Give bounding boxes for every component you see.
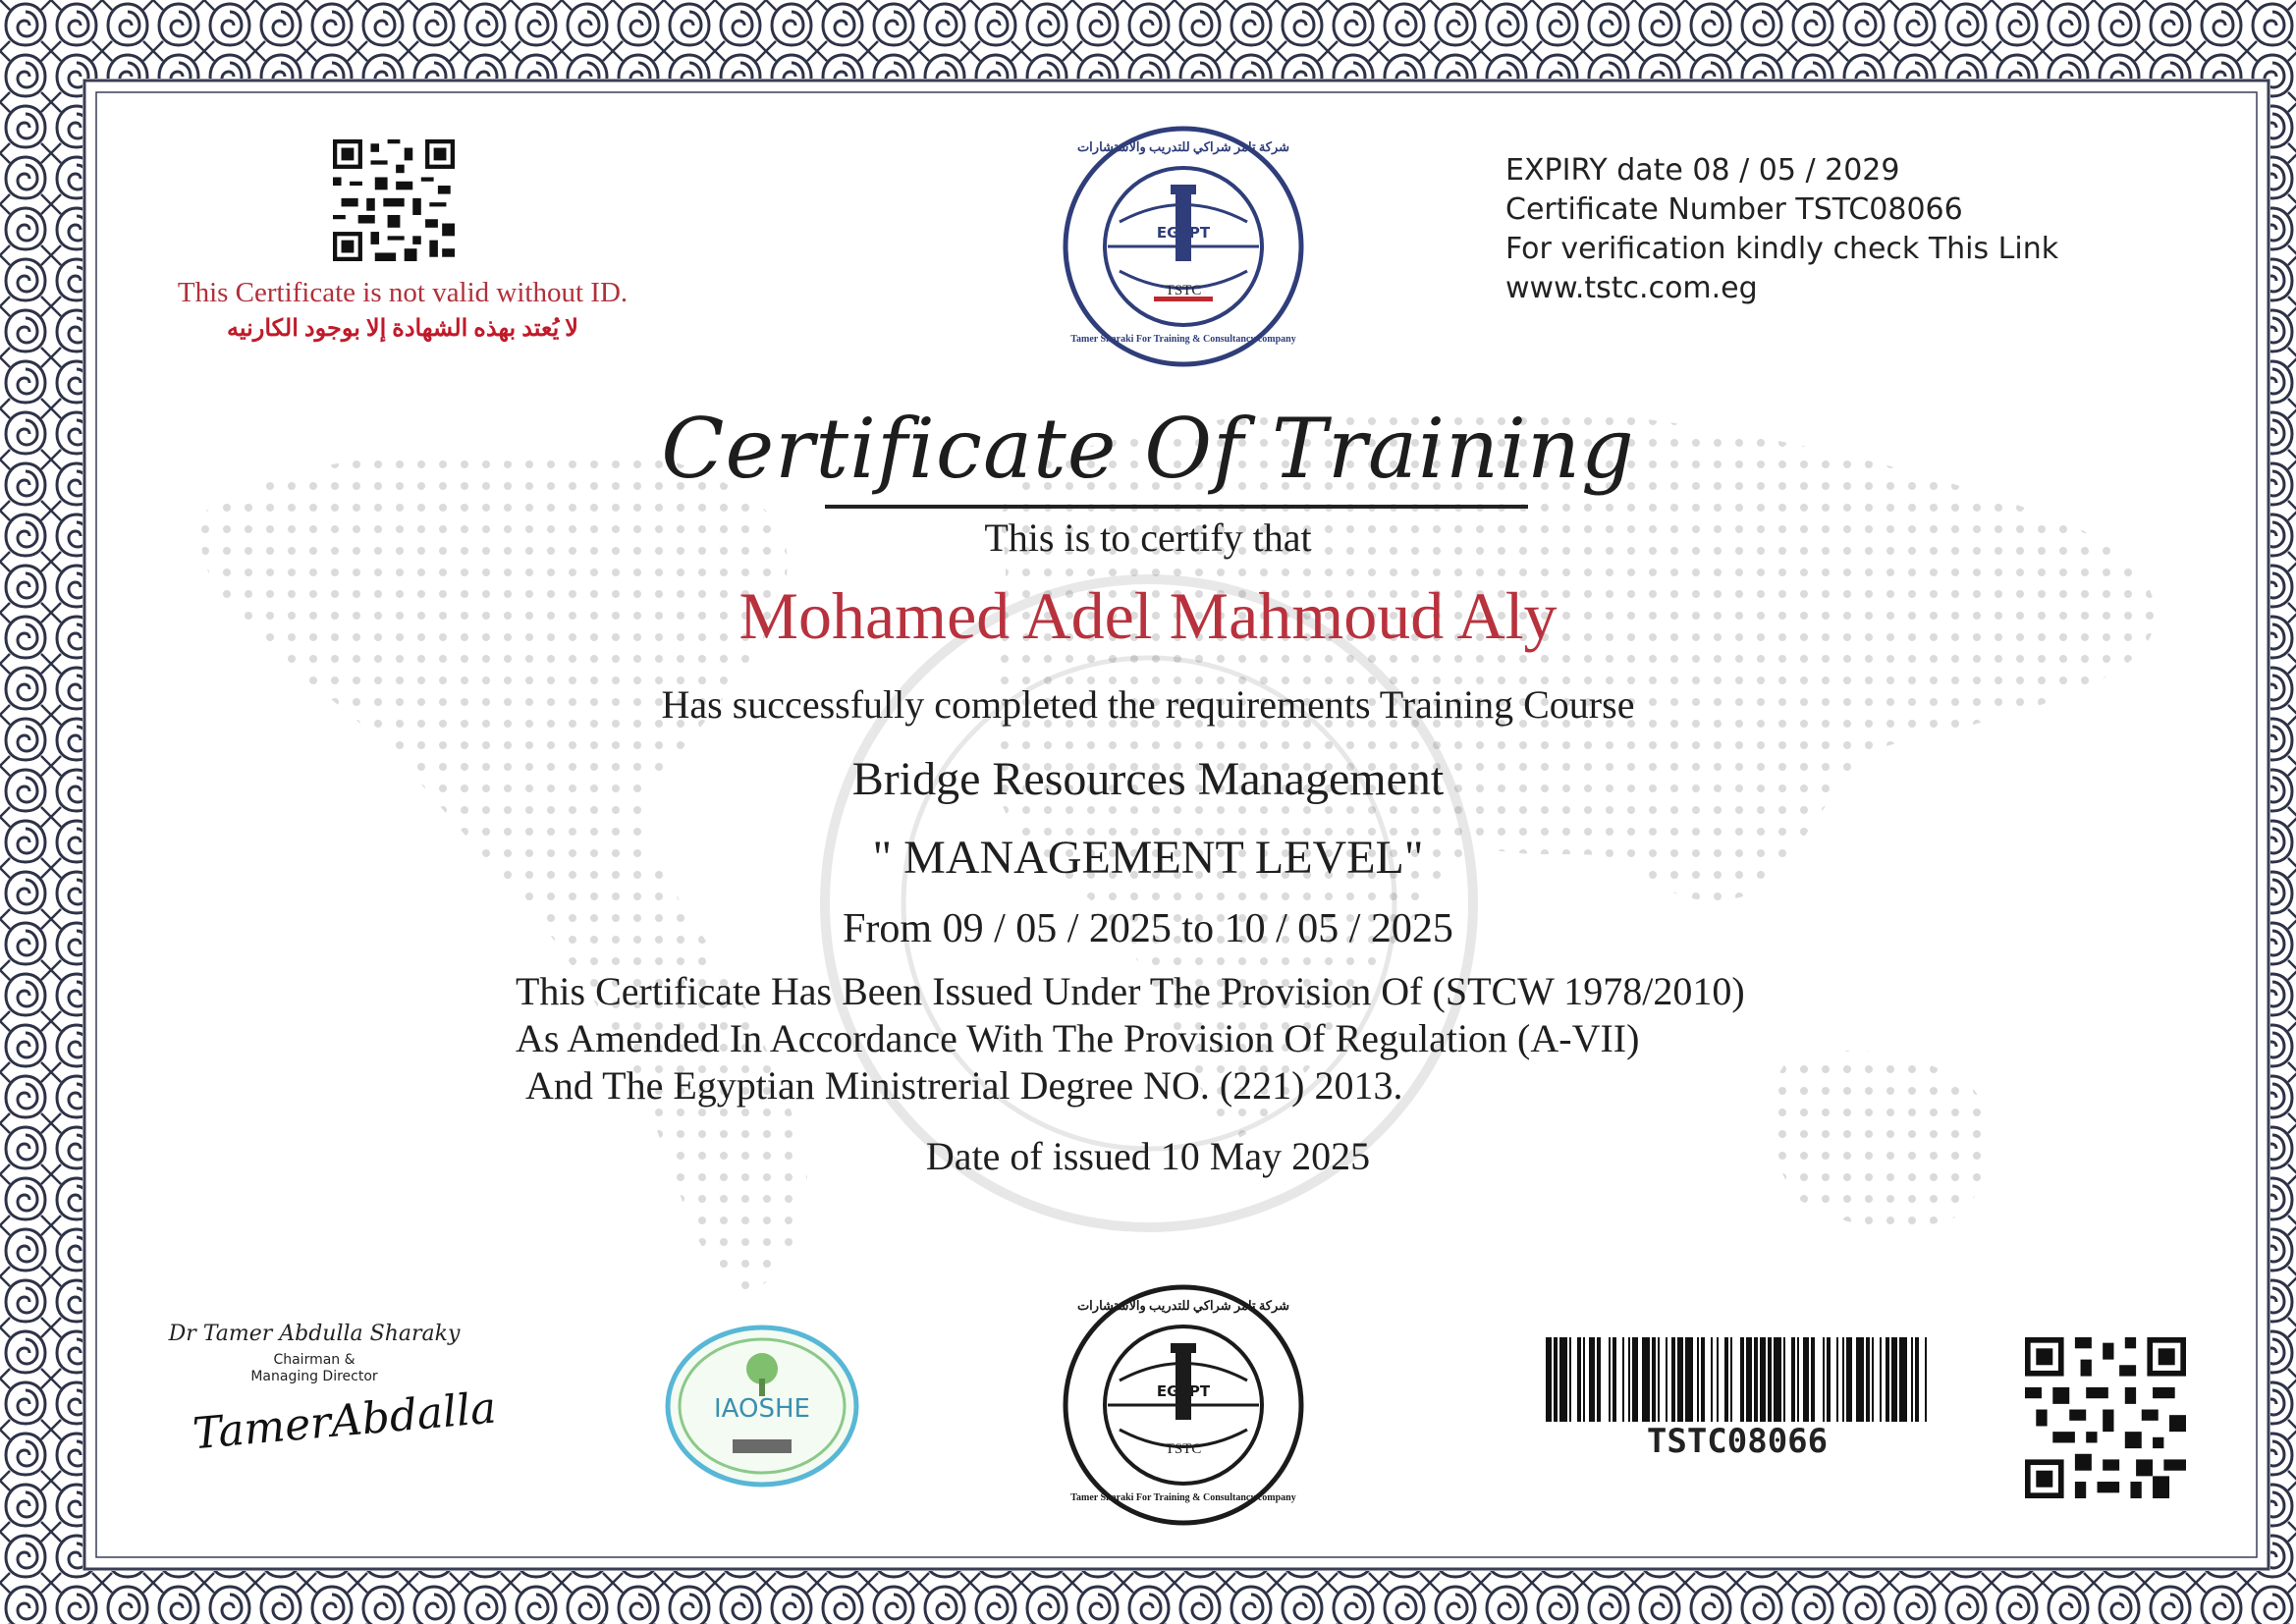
seal-bottom-ring-ar: شركة تامر شراكي للتدريب والاستشارات bbox=[1076, 1298, 1290, 1313]
seal-bottom-country: EGYPT bbox=[1156, 1382, 1211, 1400]
completion-text: Has successfully completed the requirements Training Course bbox=[661, 682, 1635, 727]
signature: TamerAbdalla bbox=[191, 1382, 499, 1460]
iaoshe-badge bbox=[664, 1324, 860, 1489]
signatory-role-2: Managing Director bbox=[250, 1369, 378, 1384]
bottom-qr-code[interactable] bbox=[2025, 1337, 2186, 1498]
iaoshe-label: IAOSHE bbox=[714, 1394, 810, 1424]
seal-ring-en: Tamer Sharaki For Training & Consultancy company bbox=[1070, 334, 1296, 345]
verification-link[interactable]: www.tstc.com.eg bbox=[1505, 271, 1758, 305]
issue-date: Date of issued 10 May 2025 bbox=[925, 1134, 1371, 1178]
barcode-text: TSTC08066 bbox=[1646, 1422, 1829, 1461]
certificate-number: Certificate Number TSTC08066 bbox=[1505, 192, 1963, 227]
expiry-date: EXPIRY date 08 / 05 / 2029 bbox=[1505, 153, 1900, 188]
provision-line-3: And The Egyptian Ministrerial Degree NO. (221) 2013. bbox=[525, 1063, 1403, 1108]
seal-bottom-abbr: TSTC bbox=[1165, 1441, 1202, 1457]
id-required-notice-ar: لا يُعتد بهذه الشهادة إلا بوجود الكارنيه bbox=[226, 316, 578, 342]
certify-text: This is to certify that bbox=[984, 515, 1312, 560]
tstc-seal-bottom bbox=[1061, 1282, 1306, 1528]
verification-text: For verification kindly check This Link bbox=[1505, 232, 2059, 266]
id-required-notice-en: This Certificate is not valid without ID. bbox=[177, 277, 629, 308]
seal-ring-ar: شركة تامر شراكي للتدريب والاستشارات bbox=[1076, 139, 1290, 154]
barcode[interactable] bbox=[1546, 1337, 1929, 1422]
provision-line-2: As Amended In Accordance With The Provision Of Regulation (A-VII) bbox=[516, 1016, 1640, 1060]
signatory-role-1: Chairman & bbox=[273, 1352, 355, 1368]
signatory-block bbox=[157, 1322, 499, 1460]
provision-line-1: This Certificate Has Been Issued Under The Provision Of (STCW 1978/2010) bbox=[516, 969, 1745, 1013]
course-dates: From 09 / 05 / 2025 to 10 / 05 / 2025 bbox=[843, 906, 1453, 951]
seal-country: EGYPT bbox=[1156, 224, 1211, 242]
seal-abbr: TSTC bbox=[1165, 283, 1202, 298]
title-underline bbox=[825, 505, 1528, 509]
tstc-seal-top bbox=[1061, 124, 1306, 369]
certificate-info bbox=[1505, 151, 2058, 308]
course-level: " MANAGEMENT LEVEL" bbox=[872, 832, 1424, 884]
certificate-title: Certificate Of Training bbox=[661, 401, 1635, 497]
seal-bottom-ring-en: Tamer Sharaki For Training & Consultancy company bbox=[1070, 1492, 1296, 1503]
top-qr-code[interactable] bbox=[330, 139, 458, 261]
signatory-name: Dr Tamer Abdulla Sharaky bbox=[168, 1322, 461, 1346]
course-name: Bridge Resources Management bbox=[851, 753, 1445, 805]
trainee-name: Mohamed Adel Mahmoud Aly bbox=[738, 578, 1558, 653]
